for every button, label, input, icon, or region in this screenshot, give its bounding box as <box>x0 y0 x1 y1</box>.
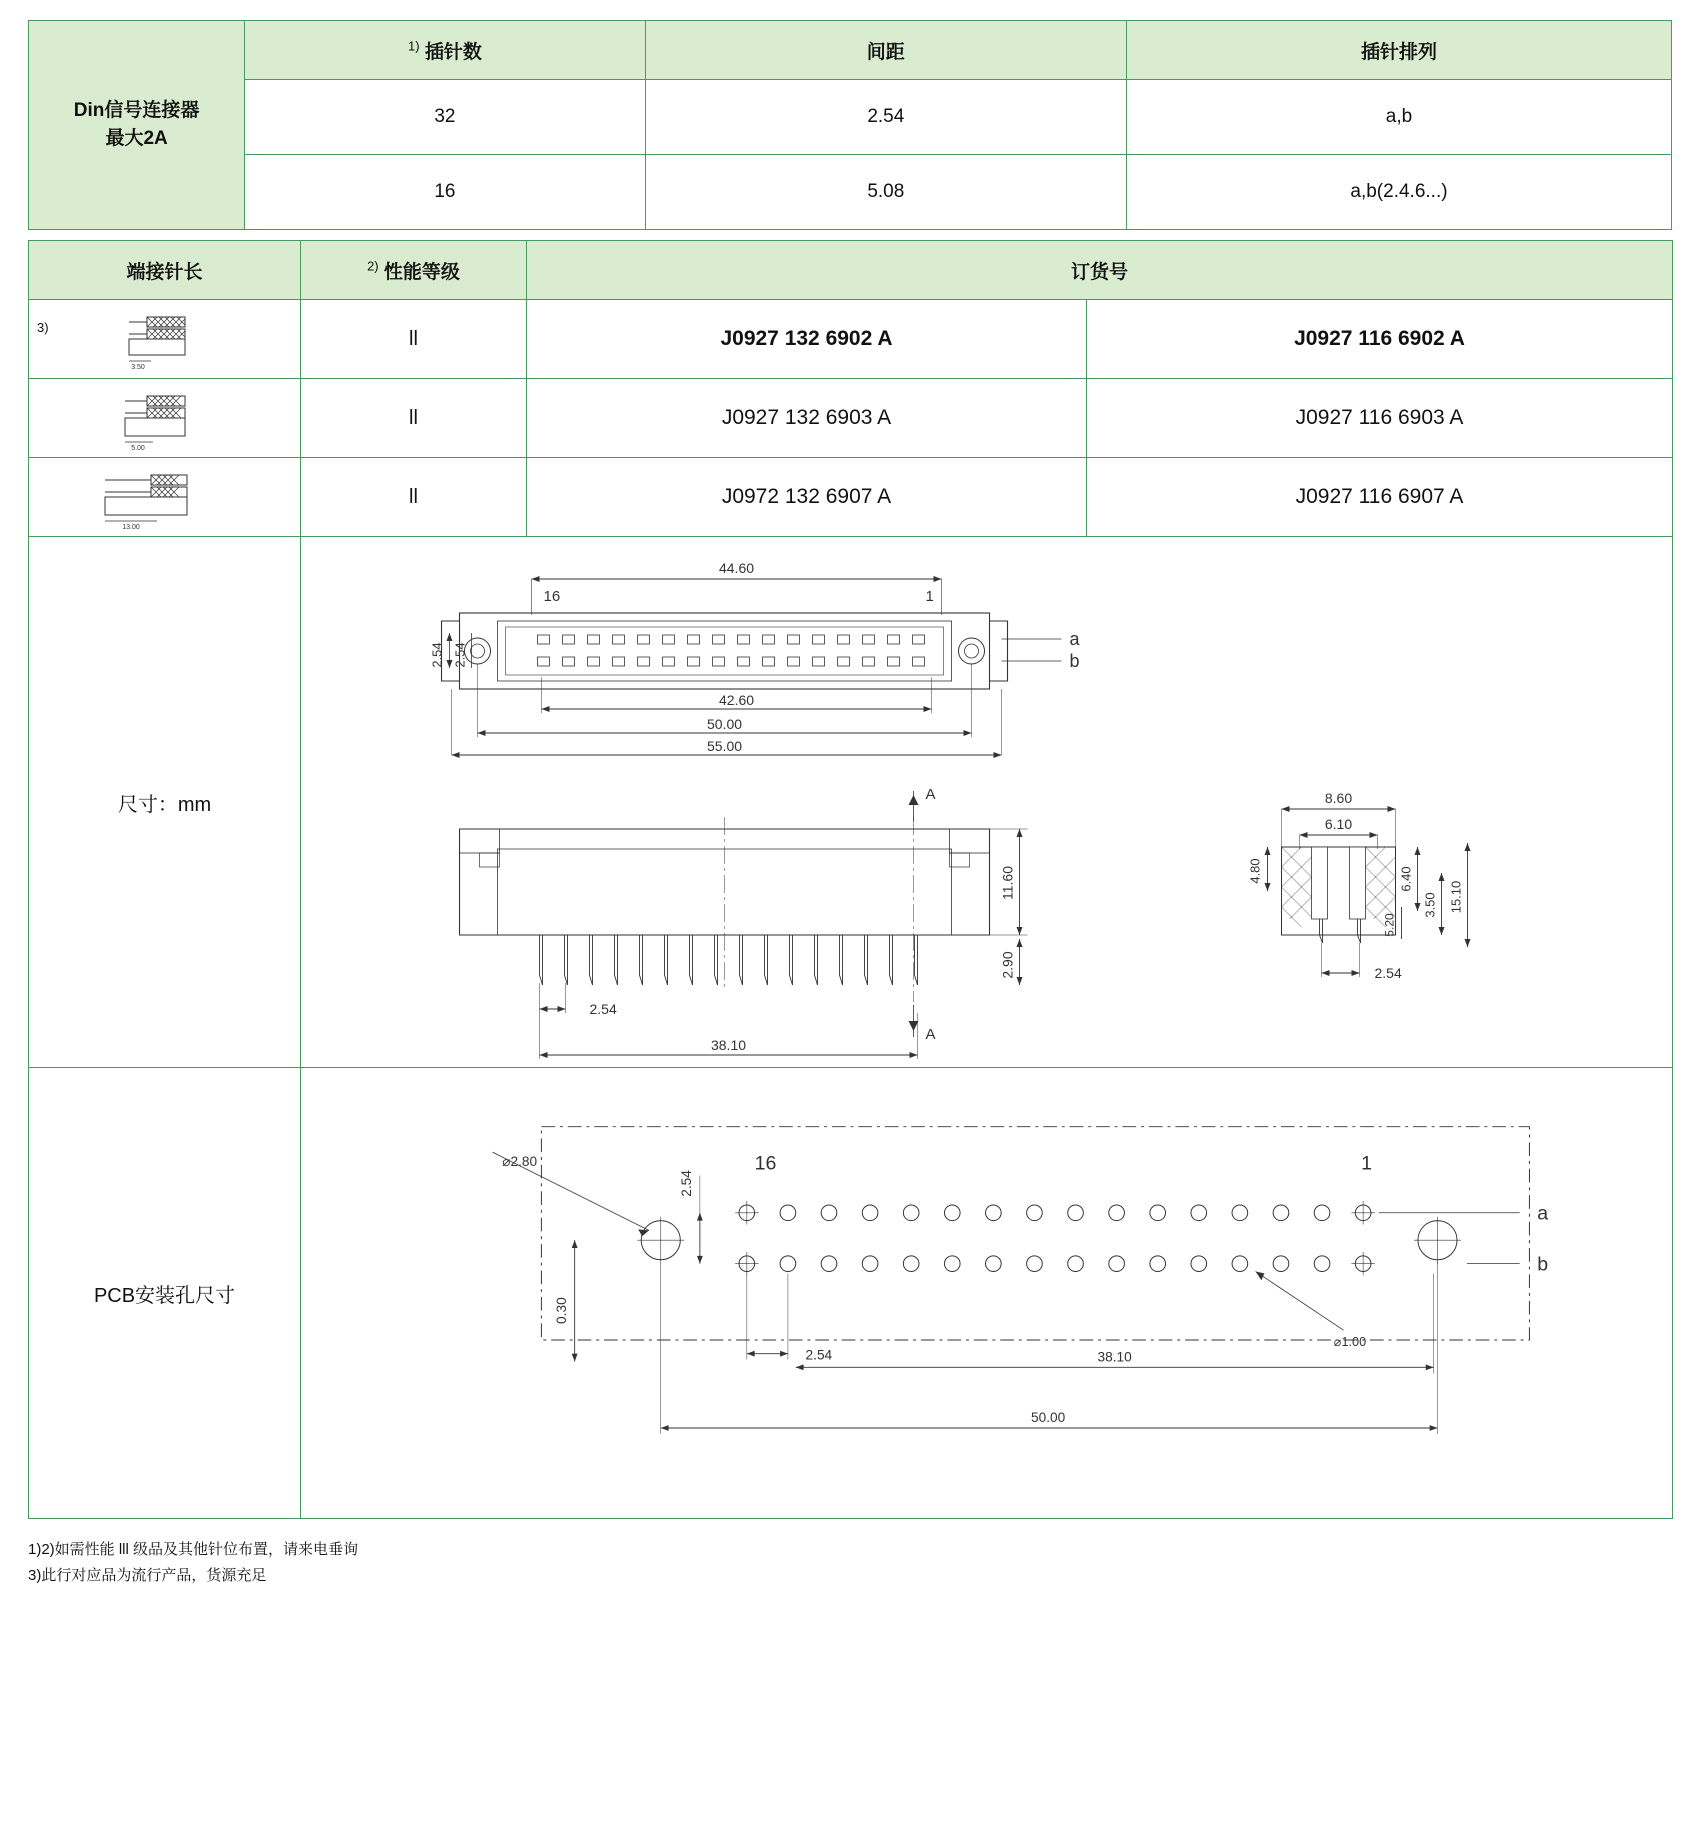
svg-text:42.60: 42.60 <box>718 692 755 708</box>
spec-table <box>28 20 1672 230</box>
svg-text:44.60: 44.60 <box>718 560 755 576</box>
order-header-grade <box>301 241 527 300</box>
order-table <box>28 240 1673 1519</box>
order-number-1a: J0927 132 6902 A <box>527 300 1087 379</box>
order-header-ordernum-label: 订货号 <box>1071 261 1129 283</box>
order-number-2b: J0927 116 6903 A <box>1087 379 1673 458</box>
spec-row-label <box>29 21 245 230</box>
pin-length-drawing-2 <box>29 379 301 458</box>
svg-text:A: A <box>925 786 936 803</box>
order-grade-1: ll <box>301 300 527 379</box>
svg-text:6.10: 6.10 <box>1324 816 1353 832</box>
svg-text:16: 16 <box>754 1152 777 1175</box>
spec-pins-1: 32 <box>245 80 646 155</box>
order-row1-note: 3) <box>37 320 49 335</box>
spec-row-label-line1: Din信号连接器 <box>73 99 200 121</box>
table-row <box>29 379 1673 458</box>
dimensions-drawing <box>301 537 1673 1068</box>
order-header-length <box>29 241 301 300</box>
svg-text:0.30: 0.30 <box>553 1297 569 1324</box>
pin-profile-icon-3 <box>95 461 235 533</box>
svg-text:b: b <box>1537 1253 1549 1276</box>
spec-pins-2: 16 <box>245 155 646 230</box>
table-row <box>29 300 1673 379</box>
svg-text:2.54: 2.54 <box>1374 965 1402 981</box>
svg-text:2.54: 2.54 <box>429 642 445 668</box>
spec-arrangement-2: a,b(2.4.6...) <box>1126 155 1671 230</box>
spec-header-pins <box>245 21 646 80</box>
spec-header-pins-sup: 1) <box>407 38 420 54</box>
table-row <box>29 155 1672 230</box>
order-grade-2: ll <box>301 379 527 458</box>
svg-text:2.54: 2.54 <box>452 642 468 668</box>
footnote-1: 1)2)如需性能 lll 级品及其他针位布置，请来电垂询 <box>28 1541 359 1558</box>
spec-row-label-line2: 最大2A <box>105 128 168 149</box>
order-header-ordernum <box>527 241 1673 300</box>
svg-text:a: a <box>1537 1202 1549 1225</box>
connector-dimension-drawing <box>301 537 1672 1067</box>
spec-pitch-2: 5.08 <box>645 155 1126 230</box>
svg-text:16: 16 <box>543 588 561 605</box>
svg-text:15.10: 15.10 <box>1448 880 1464 914</box>
pin-profile-icon-2 <box>105 382 225 454</box>
spec-pitch-1: 2.54 <box>645 80 1126 155</box>
svg-text:50.00: 50.00 <box>706 716 743 732</box>
svg-text:3.50: 3.50 <box>1422 892 1438 918</box>
table-row <box>29 80 1672 155</box>
svg-text:8.60: 8.60 <box>1324 790 1353 806</box>
pin-length-drawing-3 <box>29 458 301 537</box>
footnote-2: 3)此行对应品为流行产品，货源充足 <box>28 1566 267 1584</box>
pin-length-drawing-1 <box>29 300 301 379</box>
pcb-drawing <box>301 1068 1673 1519</box>
order-number-1b: J0927 116 6902 A <box>1087 300 1673 379</box>
svg-text:a: a <box>1069 629 1080 649</box>
spec-header-pins-label: 插针数 <box>424 41 482 63</box>
spec-header-row <box>29 21 1672 80</box>
svg-text:2.54: 2.54 <box>589 1001 617 1017</box>
svg-text:2.54: 2.54 <box>805 1347 833 1363</box>
pcb-hole-pattern-drawing <box>301 1068 1672 1518</box>
svg-text:⌀1.00: ⌀1.00 <box>1333 1333 1367 1349</box>
spec-arrangement-1: a,b <box>1126 80 1671 155</box>
spec-header-pitch <box>645 21 1126 80</box>
footnotes <box>28 1537 1672 1588</box>
order-number-2a: J0927 132 6903 A <box>527 379 1087 458</box>
svg-text:A: A <box>925 1026 936 1043</box>
pcb-row <box>29 1068 1673 1519</box>
dimensions-label: 尺寸：mm <box>29 537 301 1068</box>
svg-text:4.80: 4.80 <box>1247 858 1263 884</box>
svg-text:6.40: 6.40 <box>1398 866 1414 892</box>
svg-text:38.10: 38.10 <box>1097 1349 1132 1365</box>
order-header-length-label: 端接针长 <box>126 261 203 283</box>
pin-profile-icon-1 <box>105 303 225 375</box>
svg-text:3.50: 3.50 <box>130 364 145 371</box>
order-header-row <box>29 241 1673 300</box>
svg-text:2.90: 2.90 <box>999 951 1016 979</box>
pcb-label: PCB安装孔尺寸 <box>29 1068 301 1519</box>
spec-header-pitch-label: 间距 <box>866 41 905 63</box>
spec-header-arrangement <box>1126 21 1671 80</box>
svg-text:13.00: 13.00 <box>121 524 140 531</box>
order-header-grade-sup: 2) <box>367 258 379 274</box>
svg-text:50.00: 50.00 <box>1031 1410 1066 1426</box>
order-number-3b: J0927 116 6907 A <box>1087 458 1673 537</box>
svg-text:1: 1 <box>925 588 934 605</box>
spec-header-arrangement-label: 插针排列 <box>1360 41 1437 63</box>
table-row <box>29 458 1673 537</box>
svg-text:b: b <box>1069 651 1080 671</box>
svg-text:55.00: 55.00 <box>706 738 743 754</box>
svg-text:5.00: 5.00 <box>130 445 145 452</box>
svg-text:5.20: 5.20 <box>1382 913 1397 937</box>
order-number-3a: J0972 132 6907 A <box>527 458 1087 537</box>
svg-text:⌀2.80: ⌀2.80 <box>502 1153 538 1169</box>
svg-text:2.54: 2.54 <box>679 1170 695 1197</box>
dimensions-row <box>29 537 1673 1068</box>
order-grade-3: ll <box>301 458 527 537</box>
svg-text:38.10: 38.10 <box>710 1037 747 1053</box>
svg-text:1: 1 <box>1361 1152 1373 1175</box>
order-header-grade-label: 性能等级 <box>383 261 460 283</box>
svg-text:11.60: 11.60 <box>999 866 1016 900</box>
